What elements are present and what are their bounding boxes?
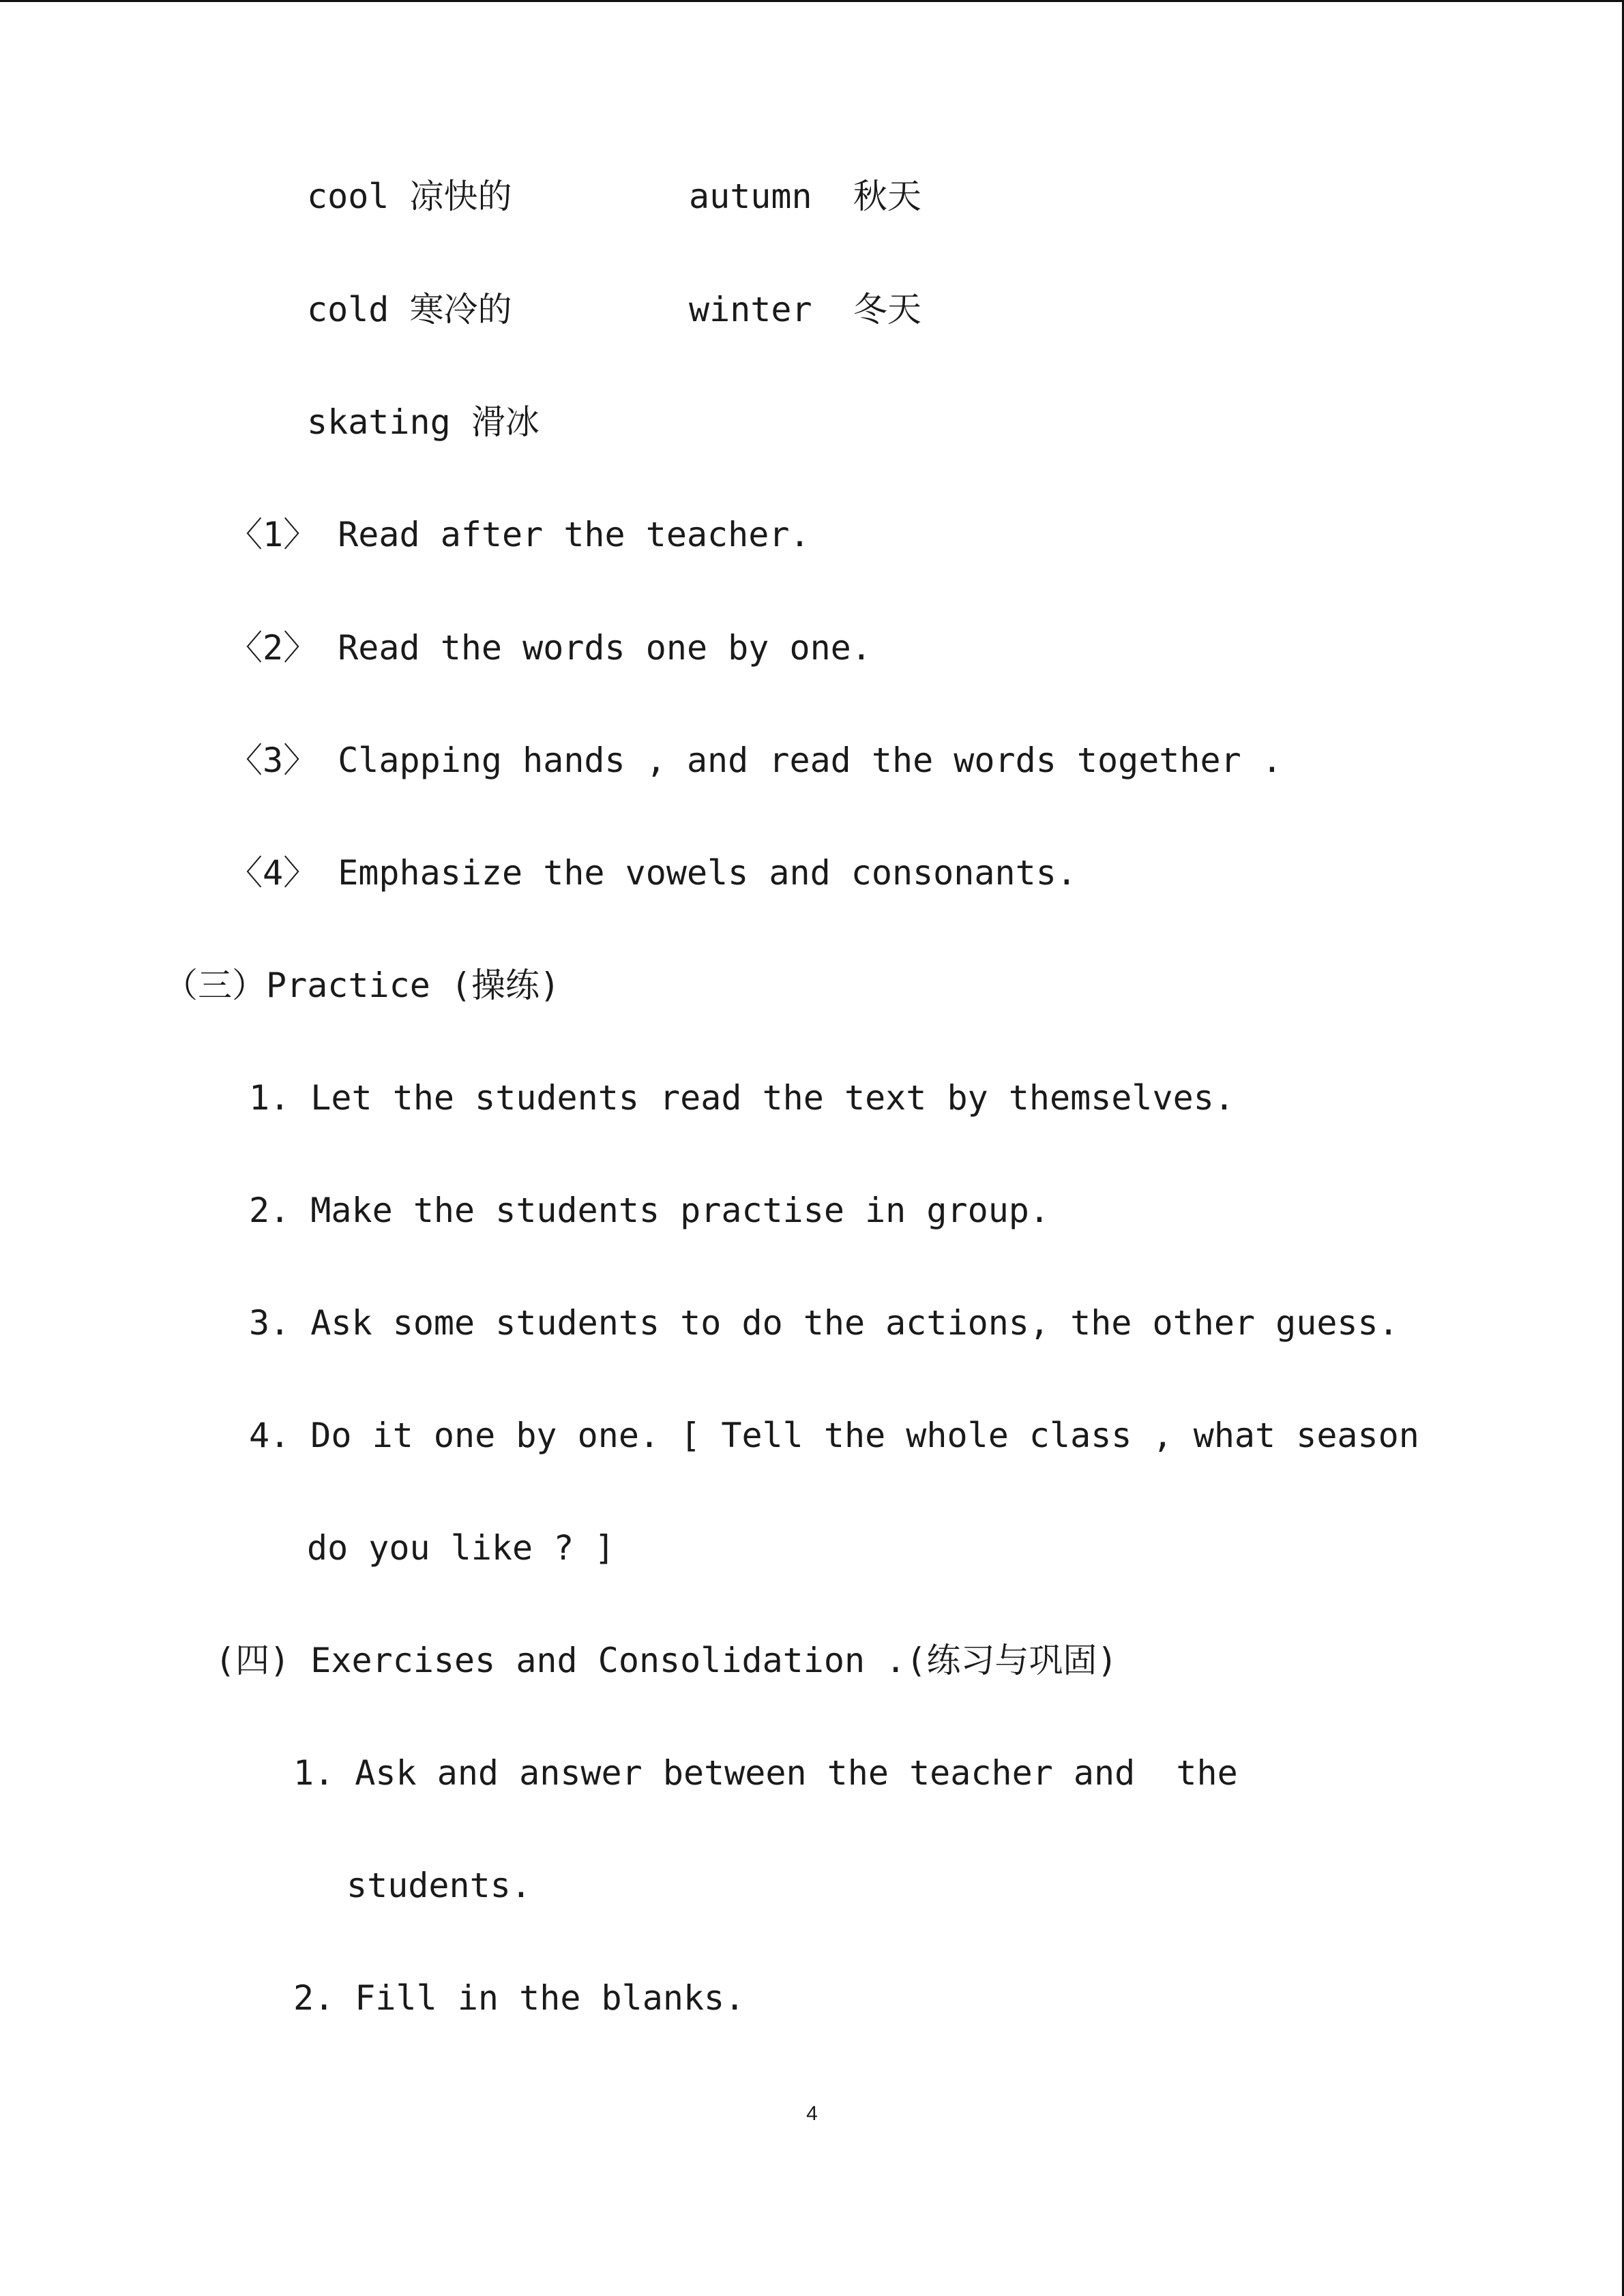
read-step-1: 〈1〉 Read after the teacher. — [228, 515, 810, 554]
practice-item-4-continued: do you like ? ] — [307, 1528, 615, 1568]
practice-item-3: 3. Ask some students to do the actions, the other guess. — [249, 1303, 1399, 1343]
vocab-word-autumn: autumn 秋天 — [689, 177, 921, 216]
exercise-item-1-continued: students. — [346, 1866, 531, 1905]
practice-item-2: 2. Make the students practise in group. — [249, 1191, 1050, 1230]
exercise-item-1: 1. Ask and answer between the teacher and the — [293, 1753, 1238, 1793]
page-border-top — [0, 0, 1624, 2]
exercise-heading: (四) Exercises and Consolidation .(练习与巩固) — [215, 1641, 1118, 1680]
practice-heading: （三）Practice (操练) — [164, 966, 561, 1005]
read-step-4: 〈4〉 Emphasize the vowels and consonants. — [228, 853, 1077, 893]
exercise-item-2: 2. Fill in the blanks. — [293, 1978, 745, 2018]
practice-item-1: 1. Let the students read the text by themselves. — [249, 1078, 1235, 1118]
read-step-2: 〈2〉 Read the words one by one. — [228, 628, 872, 668]
vocab-word-cold: cold 寒冷的 — [307, 290, 512, 329]
vocab-word-skating: skating 滑冰 — [307, 402, 540, 442]
page-number: 4 — [806, 2102, 818, 2125]
practice-item-4: 4. Do it one by one. [ Tell the whole class , what season — [249, 1416, 1419, 1455]
read-step-3: 〈3〉 Clapping hands , and read the words together . — [228, 741, 1282, 780]
vocab-word-winter: winter 冬天 — [689, 290, 921, 329]
vocab-word-cool: cool 凉快的 — [307, 177, 512, 216]
